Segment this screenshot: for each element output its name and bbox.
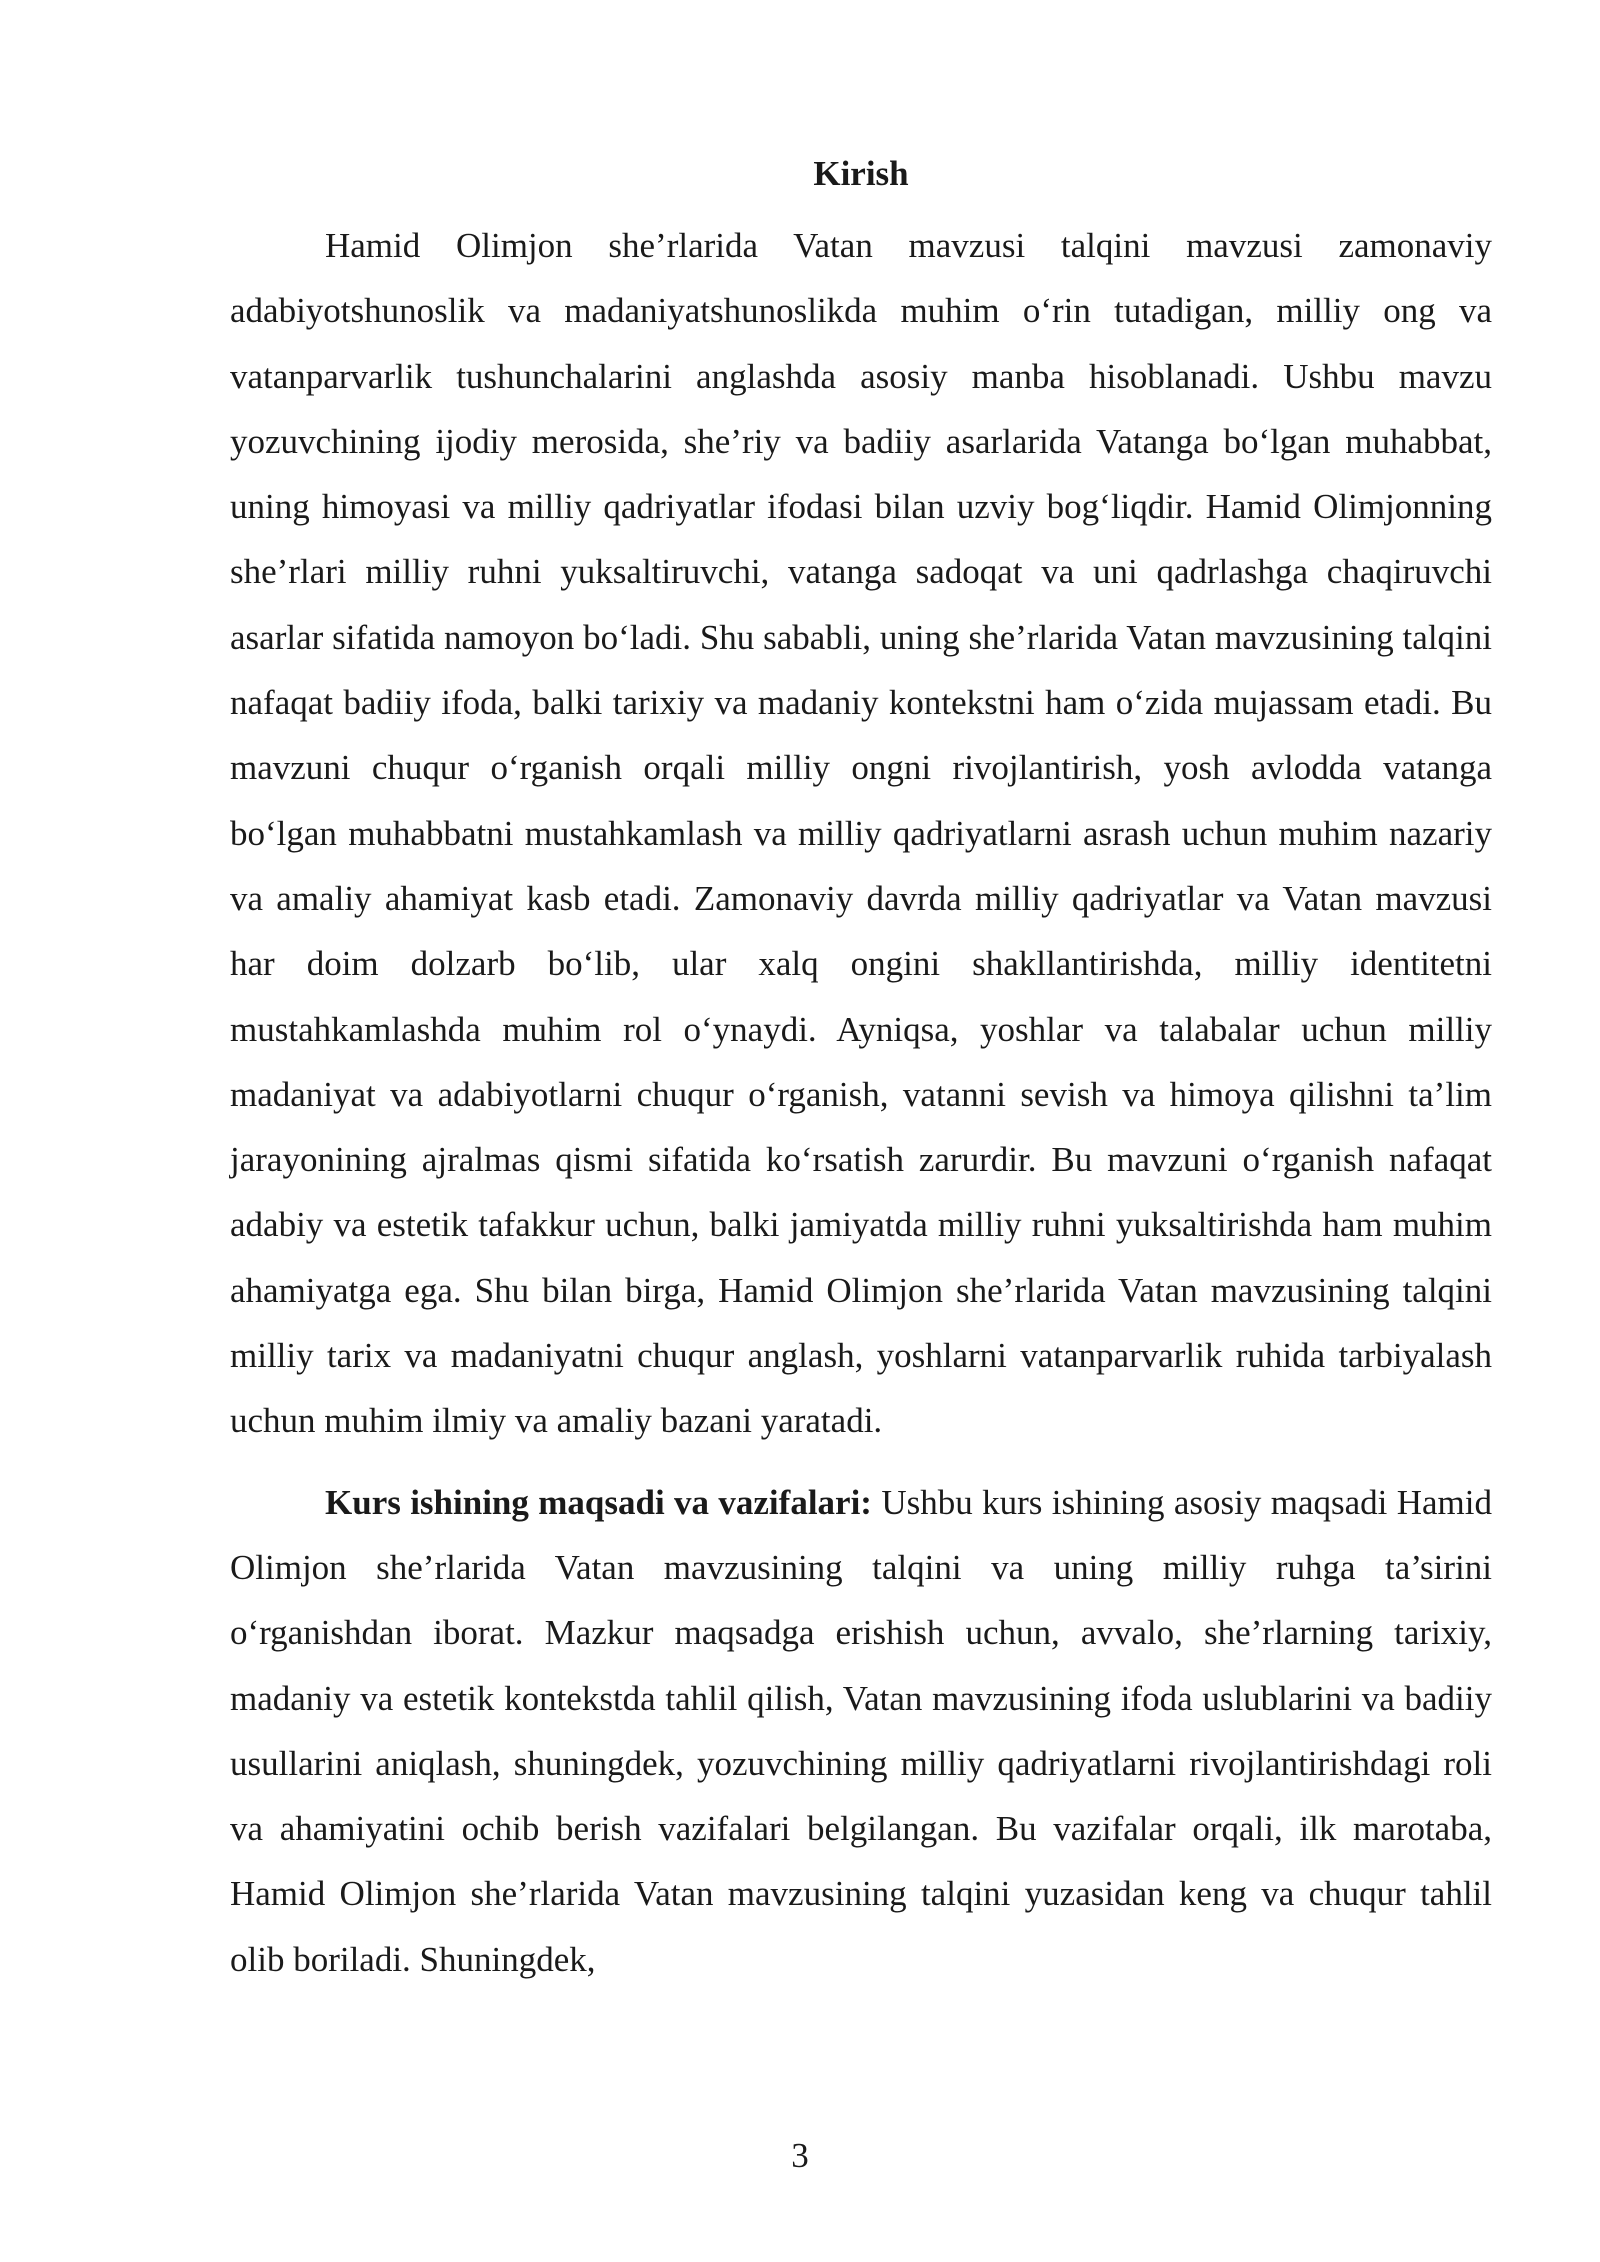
- goals-paragraph-lead: Kurs ishining maqsadi va vazifalari:: [325, 1482, 872, 1522]
- page-content: [230, 148, 1492, 1992]
- intro-paragraph: Hamid Olimjon she’rlarida Vatan mavzusi talqini mavzusi zamonaviy adabiyotshunoslik va madaniyatshunoslikda muhim o‘rin tutadigan, milliy ong va vatanparvarlik tushunchalarini anglashda asosiy manba hisoblanadi. Ushbu mavzu yozuvchining ijodiy merosida, she’riy va badiiy asarlarida Vatanga bo‘lgan muhabbat, uning himoyasi va milliy qadriyatlar ifodasi bilan uzviy bog‘liqdir. Hamid Olimjonning she’rlari milliy ruhni yuksaltiruvchi, vatanga sadoqat va uni qadrlashga chaqiruvchi asarlar sifatida namoyon bo‘ladi. Shu sababli, uning she’rlarida Vatan mavzusining talqini nafaqat badiiy ifoda, balki tarixiy va madaniy kontekstni ham o‘zida mujassam etadi. Bu mavzuni chuqur o‘rganish orqali milliy ongni rivojlantirish, yosh avlodda vatanga bo‘lgan muhabbatni mustahkamlash va milliy qadriyatlarni asrash uchun muhim nazariy va amaliy ahamiyat kasb etadi. Zamonaviy davrda milliy qadriyatlar va Vatan mavzusi har doim dolzarb bo‘lib, ular xalq ongini shakllantirishda, milliy identitetni mustahkamlashda muhim rol o‘ynaydi. Ayniqsa, yoshlar va talabalar uchun milliy madaniyat va adabiyotlarni chuqur o‘rganish, vatanni sevish va himoya qilishni ta’lim jarayonining ajralmas qismi sifatida ko‘rsatish zarurdir. Bu mavzuni o‘rganish nafaqat adabiy va estetik tafakkur uchun, balki jamiyatda milliy ruhni yuksaltirishda ham muhim ahamiyatga ega. Shu bilan birga, Hamid Olimjon she’rlarida Vatan mavzusining talqini milliy tarix va madaniyatni chuqur anglash, yoshlarni vatanparvarlik ruhida tarbiyalash uchun muhim ilmiy va amaliy bazani yaratadi.: [230, 226, 1492, 1441]
- section-heading: Kirish: [813, 154, 909, 193]
- page-number: 3: [791, 2136, 809, 2175]
- goals-paragraph: [230, 1470, 1492, 1992]
- goals-paragraph-body: Ushbu kurs ishining asosiy maqsadi Hamid Olimjon she’rlarida Vatan mavzusining talqini va uning milliy ruhga ta’sirini o‘rganishdan iborat. Mazkur maqsadga erishish uchun, avvalo, she’rlarning tarixiy, madaniy va estetik kontekstda tahlil qilish, Vatan mavzusining ifoda uslublarini va badiiy usullarini aniqlash, shuningdek, yozuvchining milliy qadriyatlarni rivojlantirishdagi roli va ahamiyatini ochib berish vazifalari belgilangan. Bu vazifalar orqali, ilk marotaba, Hamid Olimjon she’rlarida Vatan mavzusining talqini yuzasidan keng va chuqur tahlil olib boriladi. Shuningdek,: [230, 1482, 1492, 1979]
